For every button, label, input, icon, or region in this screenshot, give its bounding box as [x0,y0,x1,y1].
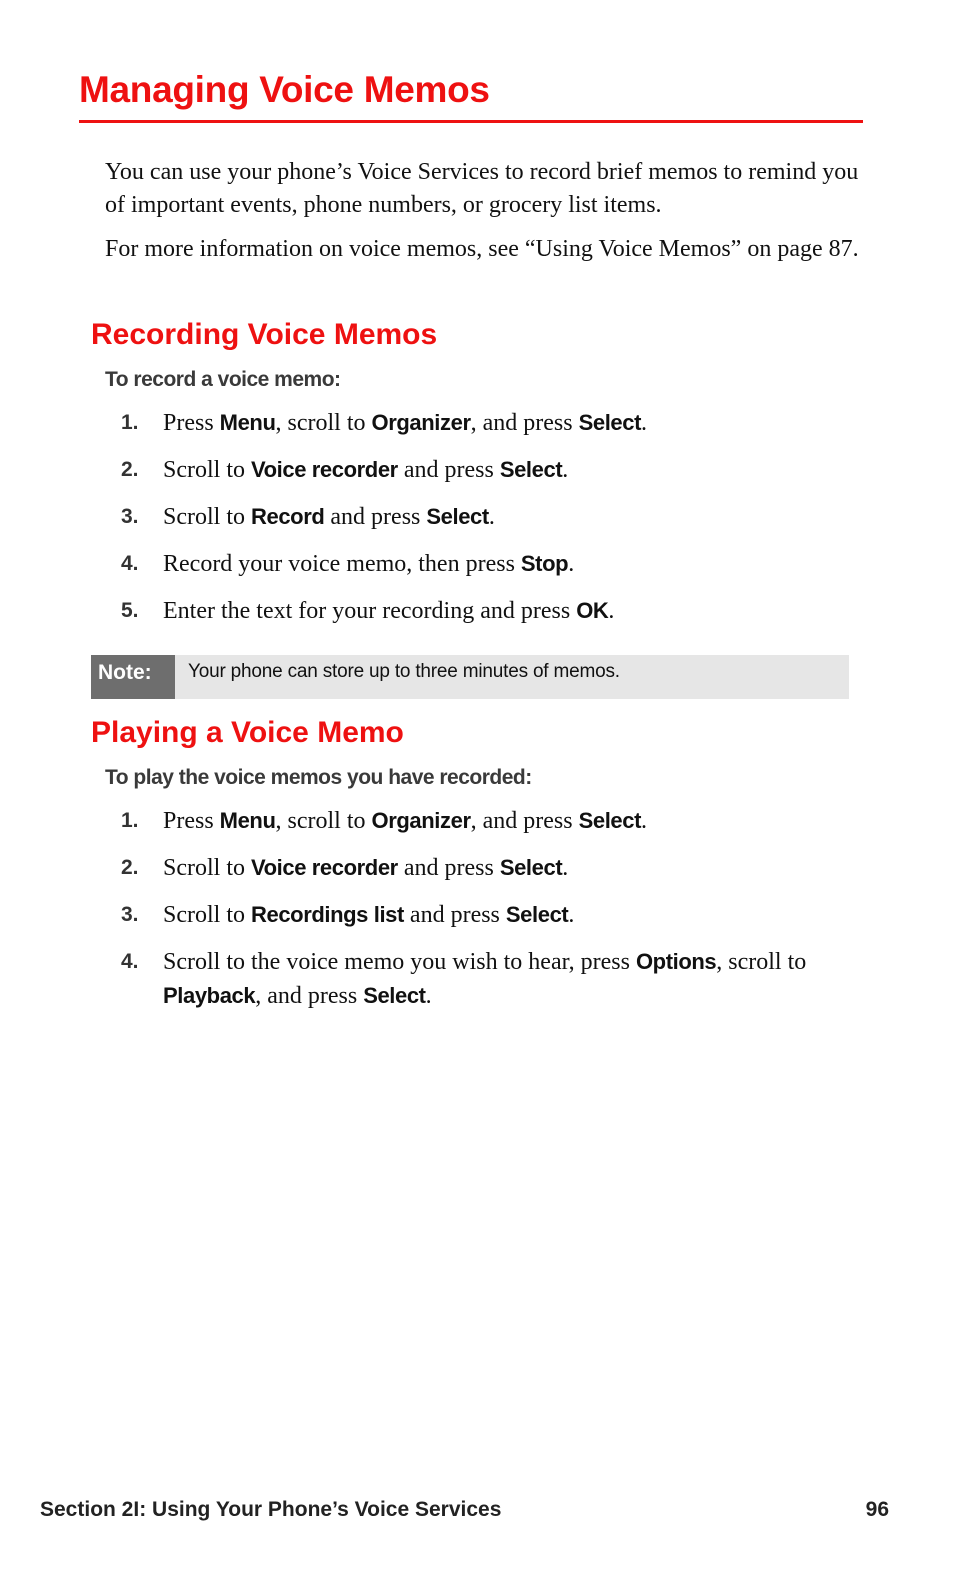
step-text: , and press [255,983,364,1009]
recording-section [91,316,871,641]
step-text: . [568,551,575,577]
key-name: Select [578,410,642,435]
key-name: Select [499,457,563,482]
step-text: Press [163,808,220,834]
key-name: Options [635,949,717,974]
step-number: 2. [121,458,139,481]
step-text: , scroll to [275,808,372,834]
step-text: Press [163,410,220,436]
key-name: Menu [219,808,276,833]
step-item [91,851,871,885]
recording-steps [91,406,871,628]
step-text: Scroll to [163,855,251,881]
key-name: Voice recorder [251,457,398,482]
key-name: Playback [163,983,256,1008]
step-text: . [425,983,432,1009]
step-item [91,945,871,1013]
step-item [91,406,871,440]
key-name: Voice recorder [251,855,398,880]
section-heading-playing: Playing a Voice Memo [91,716,404,749]
key-name: Stop [520,551,569,576]
step-item [91,547,871,581]
intro-paragraph: For more information on voice memos, see “Using Voice Memos” on page 87. [105,236,859,262]
playing-lead: To play the voice memos you have recorded: [105,766,532,789]
step-item [91,500,871,534]
note-text: Your phone can store up to three minutes of memos. [188,661,620,682]
step-text: and press [403,902,506,928]
step-number: 1. [121,411,139,434]
page-title: Managing Voice Memos [79,69,490,110]
step-number: 2. [121,856,139,879]
key-name: Select [505,902,569,927]
note-label: Note: [91,655,175,699]
key-name: Select [578,808,642,833]
step-text: Scroll to the voice memo you wish to hear, press [163,949,636,975]
step-number: 4. [121,552,139,575]
step-text: , and press [470,808,579,834]
playing-section [91,714,871,1026]
step-text: . [488,504,495,530]
recording-lead: To record a voice memo: [105,368,341,391]
key-name: Select [499,855,563,880]
key-name: Organizer [371,410,471,435]
step-item [91,453,871,487]
step-text: , scroll to [275,410,372,436]
step-text: . [641,410,648,436]
playing-steps [91,804,871,1013]
step-text: Record your voice memo, then press [163,551,521,577]
step-text: , scroll to [716,949,807,975]
key-name: Menu [219,410,276,435]
step-number: 5. [121,599,139,622]
step-number: 1. [121,809,139,832]
step-text: Scroll to [163,902,251,928]
section-heading-recording: Recording Voice Memos [91,318,438,351]
footer-section-title: Section 2I: Using Your Phone’s Voice Services [40,1498,502,1521]
step-number: 3. [121,903,139,926]
step-text: and press [397,457,500,483]
step-number: 4. [121,950,139,973]
step-text: . [562,855,569,881]
key-name: Organizer [371,808,471,833]
intro-paragraph: You can use your phone’s Voice Services to record brief memos to remind you of important events, phone numbers, or grocery list items. [105,159,859,218]
step-text: . [568,902,575,928]
step-text: Enter the text for your recording and press [163,598,577,624]
step-text: Scroll to [163,457,251,483]
step-text: , and press [470,410,579,436]
step-text: . [562,457,569,483]
step-item [91,804,871,838]
page-number: 96 [865,1498,889,1521]
title-rule [79,120,863,123]
step-text: and press [397,855,500,881]
step-number: 3. [121,505,139,528]
intro [105,156,875,277]
step-text: . [608,598,615,624]
key-name: Select [363,983,426,1008]
key-name: Select [426,504,489,529]
note-box [91,655,849,699]
step-item [91,898,871,932]
key-name: Record [251,504,325,529]
key-name: Recordings list [251,902,404,927]
step-text: Scroll to [163,504,251,530]
step-item [91,594,871,628]
key-name: OK [576,598,609,623]
step-text: and press [324,504,427,530]
step-text: . [641,808,648,834]
